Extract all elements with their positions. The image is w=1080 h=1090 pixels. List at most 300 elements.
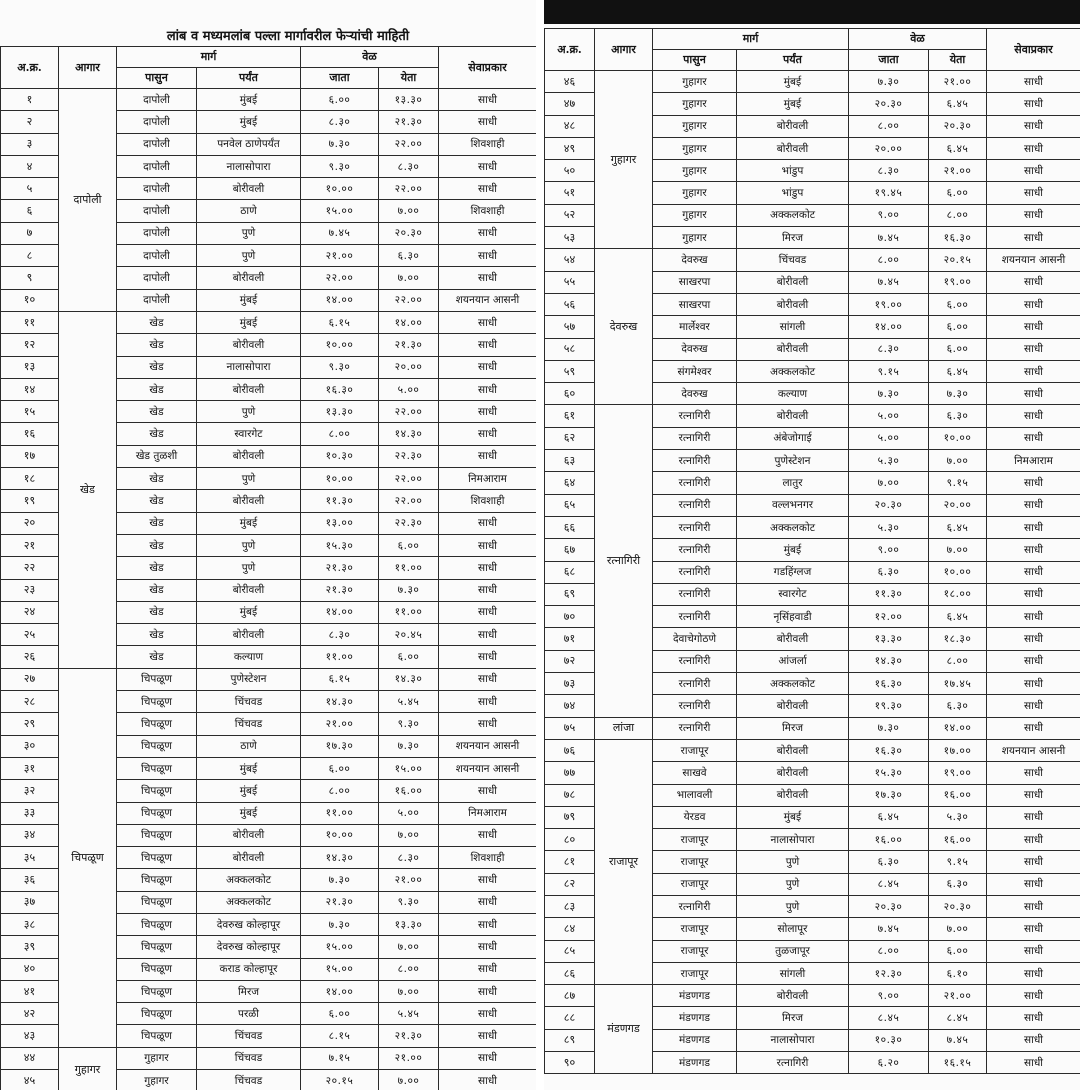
- departure-time-cell: ६.१५: [301, 311, 379, 333]
- from-cell: दापोली: [117, 178, 197, 200]
- departure-time-cell: २०.३०: [849, 895, 929, 917]
- return-time-cell: ७.३०: [929, 383, 987, 405]
- from-cell: रत्नागिरी: [653, 539, 737, 561]
- from-cell: रत्नागिरी: [653, 606, 737, 628]
- to-cell: बोरीवली: [737, 695, 849, 717]
- to-cell: अक्कलकोट: [197, 891, 301, 913]
- from-cell: दापोली: [117, 155, 197, 177]
- to-cell: सोलापूर: [737, 918, 849, 940]
- depot-cell: देवरुख: [595, 249, 653, 405]
- to-cell: मुंबई: [197, 802, 301, 824]
- departure-time-cell: १०.००: [301, 468, 379, 490]
- return-time-cell: ६.४५: [929, 137, 987, 159]
- return-time-cell: ६.००: [929, 293, 987, 315]
- from-cell: दापोली: [117, 267, 197, 289]
- return-time-cell: २२.००: [379, 401, 439, 423]
- to-cell: बोरीवली: [197, 847, 301, 869]
- service-type-cell: साधी: [439, 713, 536, 735]
- header-time: वेळ: [301, 47, 439, 68]
- from-cell: राजापूर: [653, 962, 737, 984]
- service-type-cell: शिवशाही: [439, 200, 536, 222]
- from-cell: रत्नागिरी: [653, 717, 737, 739]
- service-type-cell: साधी: [439, 178, 536, 200]
- from-cell: खेड: [117, 534, 197, 556]
- service-type-cell: साधी: [439, 824, 536, 846]
- to-cell: नालासोपारा: [737, 1029, 849, 1051]
- serial-number-cell: ७: [1, 222, 59, 244]
- departure-time-cell: १०.००: [301, 334, 379, 356]
- to-cell: पनवेल ठाणेपर्यंत: [197, 133, 301, 155]
- from-cell: राजापूर: [653, 829, 737, 851]
- serial-number-cell: १२: [1, 334, 59, 356]
- header-to: पर्यंत: [737, 50, 849, 71]
- from-cell: राजापूर: [653, 940, 737, 962]
- header-service: सेवाप्रकार: [439, 47, 536, 89]
- departure-time-cell: ८.४५: [849, 1007, 929, 1029]
- header-route: मार्ग: [653, 29, 849, 50]
- return-time-cell: २२.३०: [379, 445, 439, 467]
- return-time-cell: १८.००: [929, 583, 987, 605]
- serial-number-cell: ८७: [545, 985, 595, 1007]
- to-cell: बोरीवली: [197, 624, 301, 646]
- serial-number-cell: ६८: [545, 561, 595, 583]
- serial-number-cell: २२: [1, 557, 59, 579]
- service-type-cell: साधी: [987, 338, 1080, 360]
- service-type-cell: साधी: [987, 561, 1080, 583]
- table-row: [545, 71, 1080, 93]
- serial-number-cell: ८५: [545, 940, 595, 962]
- return-time-cell: १६.३०: [929, 227, 987, 249]
- service-type-cell: निमआराम: [439, 468, 536, 490]
- serial-number-cell: ५२: [545, 204, 595, 226]
- departure-time-cell: १६.००: [849, 829, 929, 851]
- return-time-cell: ६.००: [379, 646, 439, 668]
- from-cell: चिपळूण: [117, 1025, 197, 1047]
- to-cell: कल्याण: [737, 383, 849, 405]
- to-cell: बोरीवली: [197, 490, 301, 512]
- departure-time-cell: ५.३०: [849, 516, 929, 538]
- departure-time-cell: ९.१५: [849, 360, 929, 382]
- departure-time-cell: २०.३०: [849, 494, 929, 516]
- departure-time-cell: १३.००: [301, 512, 379, 534]
- to-cell: भांडुप: [737, 182, 849, 204]
- header-time: वेळ: [849, 29, 987, 50]
- service-type-cell: निमआराम: [439, 802, 536, 824]
- return-time-cell: ५.४५: [379, 1003, 439, 1025]
- serial-number-cell: ४३: [1, 1025, 59, 1047]
- from-cell: चिपळूण: [117, 980, 197, 1002]
- return-time-cell: ७.००: [379, 1070, 439, 1090]
- from-cell: संगमेश्वर: [653, 360, 737, 382]
- from-cell: खेड: [117, 311, 197, 333]
- return-time-cell: २२.००: [379, 468, 439, 490]
- to-cell: मुंबई: [197, 89, 301, 111]
- from-cell: मंडणगड: [653, 1007, 737, 1029]
- serial-number-cell: ७८: [545, 784, 595, 806]
- from-cell: खेड: [117, 557, 197, 579]
- service-type-cell: साधी: [439, 913, 536, 935]
- serial-number-cell: ४५: [1, 1070, 59, 1090]
- return-time-cell: १४.००: [929, 717, 987, 739]
- service-type-cell: साधी: [987, 160, 1080, 182]
- return-time-cell: ६.००: [929, 316, 987, 338]
- to-cell: कल्याण: [197, 646, 301, 668]
- service-type-cell: साधी: [987, 271, 1080, 293]
- serial-number-cell: ८३: [545, 895, 595, 917]
- service-type-cell: साधी: [987, 1052, 1080, 1074]
- service-type-cell: साधी: [439, 1047, 536, 1069]
- to-cell: अक्कलकोट: [197, 869, 301, 891]
- to-cell: बोरीवली: [737, 784, 849, 806]
- service-type-cell: साधी: [987, 427, 1080, 449]
- to-cell: अक्कलकोट: [737, 673, 849, 695]
- serial-number-cell: ३२: [1, 780, 59, 802]
- serial-number-cell: ३: [1, 133, 59, 155]
- departure-time-cell: ८.४५: [849, 873, 929, 895]
- serial-number-cell: २५: [1, 624, 59, 646]
- to-cell: स्वारगेट: [737, 583, 849, 605]
- service-type-cell: साधी: [987, 650, 1080, 672]
- from-cell: रत्नागिरी: [653, 695, 737, 717]
- from-cell: मंडणगड: [653, 1052, 737, 1074]
- departure-time-cell: १५.००: [301, 936, 379, 958]
- header-sr: अ.क्र.: [1, 47, 59, 89]
- header-from: पासुन: [653, 50, 737, 71]
- service-type-cell: साधी: [439, 111, 536, 133]
- service-type-cell: साधी: [987, 383, 1080, 405]
- return-time-cell: ६.४५: [929, 360, 987, 382]
- departure-time-cell: २०.००: [849, 137, 929, 159]
- departure-time-cell: ८.३०: [301, 111, 379, 133]
- from-cell: दापोली: [117, 200, 197, 222]
- serial-number-cell: २३: [1, 579, 59, 601]
- return-time-cell: ७.००: [379, 200, 439, 222]
- return-time-cell: १७.००: [929, 739, 987, 761]
- return-time-cell: २०.३०: [929, 895, 987, 917]
- serial-number-cell: ८६: [545, 962, 595, 984]
- to-cell: तुळजापूर: [737, 940, 849, 962]
- table-row: [545, 739, 1080, 761]
- table-row: [545, 405, 1080, 427]
- serial-number-cell: ४८: [545, 115, 595, 137]
- return-time-cell: ८.४५: [929, 1007, 987, 1029]
- to-cell: मुंबई: [737, 71, 849, 93]
- from-cell: चिपळूण: [117, 757, 197, 779]
- from-cell: गुहागर: [653, 115, 737, 137]
- to-cell: बोरीवली: [737, 115, 849, 137]
- from-cell: देवरुख: [653, 338, 737, 360]
- return-time-cell: १३.३०: [379, 89, 439, 111]
- table-row: [1, 1047, 537, 1069]
- service-type-cell: साधी: [439, 958, 536, 980]
- return-time-cell: ६.००: [929, 182, 987, 204]
- departure-time-cell: ७.१५: [301, 1047, 379, 1069]
- to-cell: पुणे: [197, 468, 301, 490]
- depot-cell: रत्नागिरी: [595, 405, 653, 717]
- service-type-cell: साधी: [987, 762, 1080, 784]
- depot-cell: दापोली: [59, 89, 117, 312]
- to-cell: पुणे: [737, 873, 849, 895]
- service-type-cell: साधी: [439, 245, 536, 267]
- return-time-cell: ९.१५: [929, 851, 987, 873]
- serial-number-cell: ११: [1, 311, 59, 333]
- service-type-cell: साधी: [987, 628, 1080, 650]
- serial-number-cell: ८१: [545, 851, 595, 873]
- to-cell: कराड कोल्हापूर: [197, 958, 301, 980]
- return-time-cell: ९.३०: [379, 713, 439, 735]
- serial-number-cell: ७४: [545, 695, 595, 717]
- departure-time-cell: १४.००: [301, 289, 379, 311]
- return-time-cell: ६.४५: [929, 93, 987, 115]
- departure-time-cell: ६.००: [301, 1003, 379, 1025]
- to-cell: मिरज: [737, 1007, 849, 1029]
- to-cell: नालासोपारा: [197, 356, 301, 378]
- to-cell: मुंबई: [197, 311, 301, 333]
- service-type-cell: साधी: [987, 227, 1080, 249]
- serial-number-cell: ३०: [1, 735, 59, 757]
- serial-number-cell: ६९: [545, 583, 595, 605]
- from-cell: चिपळूण: [117, 847, 197, 869]
- depot-cell: खेड: [59, 311, 117, 668]
- serial-number-cell: ६५: [545, 494, 595, 516]
- service-type-cell: साधी: [439, 267, 536, 289]
- return-time-cell: २०.४५: [379, 624, 439, 646]
- departure-time-cell: ७.३०: [849, 383, 929, 405]
- serial-number-cell: ५९: [545, 360, 595, 382]
- serial-number-cell: ६१: [545, 405, 595, 427]
- to-cell: पुणे: [737, 851, 849, 873]
- departure-time-cell: १४.३०: [849, 650, 929, 672]
- to-cell: बोरीवली: [197, 334, 301, 356]
- from-cell: साखरपा: [653, 271, 737, 293]
- to-cell: चिंचवड: [197, 1070, 301, 1090]
- departure-time-cell: ९.३०: [301, 155, 379, 177]
- from-cell: रत्नागिरी: [653, 650, 737, 672]
- service-type-cell: साधी: [987, 873, 1080, 895]
- return-time-cell: ११.००: [379, 601, 439, 623]
- service-type-cell: साधी: [439, 423, 536, 445]
- to-cell: देवरुख कोल्हापूर: [197, 936, 301, 958]
- serial-number-cell: ८: [1, 245, 59, 267]
- to-cell: पुणे: [197, 557, 301, 579]
- to-cell: चिंचवड: [197, 1047, 301, 1069]
- service-type-cell: साधी: [987, 204, 1080, 226]
- service-type-cell: शयनयान आसनी: [987, 249, 1080, 271]
- departure-time-cell: १४.००: [301, 980, 379, 1002]
- departure-time-cell: २१.००: [301, 245, 379, 267]
- service-type-cell: साधी: [439, 512, 536, 534]
- serial-number-cell: ३६: [1, 869, 59, 891]
- from-cell: साखवे: [653, 762, 737, 784]
- from-cell: गुहागर: [653, 204, 737, 226]
- service-type-cell: साधी: [439, 356, 536, 378]
- header-service: सेवाप्रकार: [987, 29, 1080, 71]
- departure-time-cell: १९.००: [849, 293, 929, 315]
- table-row: [1, 311, 537, 333]
- to-cell: सांगली: [737, 316, 849, 338]
- service-type-cell: शिवशाही: [439, 490, 536, 512]
- departure-time-cell: ११.३०: [849, 583, 929, 605]
- serial-number-cell: १७: [1, 445, 59, 467]
- service-type-cell: साधी: [439, 780, 536, 802]
- return-time-cell: २१.००: [379, 1047, 439, 1069]
- table-header: [545, 29, 1080, 71]
- serial-number-cell: ४४: [1, 1047, 59, 1069]
- to-cell: बोरीवली: [737, 137, 849, 159]
- to-cell: आंजर्ला: [737, 650, 849, 672]
- departure-time-cell: ६.००: [301, 757, 379, 779]
- schedule-table-left: [0, 46, 536, 1090]
- from-cell: रत्नागिरी: [653, 450, 737, 472]
- departure-time-cell: ७.४५: [301, 222, 379, 244]
- departure-time-cell: ७.३०: [301, 869, 379, 891]
- serial-number-cell: ७०: [545, 606, 595, 628]
- service-type-cell: शयनयान आसनी: [439, 735, 536, 757]
- service-type-cell: साधी: [987, 182, 1080, 204]
- departure-time-cell: ८.००: [301, 423, 379, 445]
- return-time-cell: १५.००: [379, 757, 439, 779]
- serial-number-cell: ९०: [545, 1052, 595, 1074]
- serial-number-cell: ४६: [545, 71, 595, 93]
- serial-number-cell: १०: [1, 289, 59, 311]
- serial-number-cell: ९: [1, 267, 59, 289]
- return-time-cell: २०.००: [929, 494, 987, 516]
- from-cell: खेड: [117, 490, 197, 512]
- header-sr: अ.क्र.: [545, 29, 595, 71]
- to-cell: मुंबई: [197, 289, 301, 311]
- to-cell: बोरीवली: [197, 378, 301, 400]
- service-type-cell: साधी: [439, 155, 536, 177]
- return-time-cell: ५.००: [379, 802, 439, 824]
- to-cell: नालासोपारा: [737, 829, 849, 851]
- service-type-cell: साधी: [439, 557, 536, 579]
- to-cell: बोरीवली: [197, 267, 301, 289]
- service-type-cell: साधी: [439, 222, 536, 244]
- from-cell: चिपळूण: [117, 824, 197, 846]
- header-return: येता: [379, 68, 439, 89]
- table-body: [545, 71, 1080, 1074]
- return-time-cell: ७.००: [929, 539, 987, 561]
- from-cell: दापोली: [117, 245, 197, 267]
- to-cell: मुंबई: [197, 512, 301, 534]
- serial-number-cell: ३८: [1, 913, 59, 935]
- from-cell: चिपळूण: [117, 735, 197, 757]
- serial-number-cell: १: [1, 89, 59, 111]
- table-row: [545, 249, 1080, 271]
- return-time-cell: ६.३०: [929, 695, 987, 717]
- to-cell: मुंबई: [737, 93, 849, 115]
- from-cell: राजापूर: [653, 739, 737, 761]
- to-cell: मुंबई: [737, 806, 849, 828]
- from-cell: खेड: [117, 512, 197, 534]
- return-time-cell: ८.३०: [379, 847, 439, 869]
- from-cell: साखरपा: [653, 293, 737, 315]
- service-type-cell: साधी: [987, 516, 1080, 538]
- departure-time-cell: १६.३०: [301, 378, 379, 400]
- serial-number-cell: ७१: [545, 628, 595, 650]
- to-cell: बोरीवली: [737, 271, 849, 293]
- depot-cell: मंडणगड: [595, 985, 653, 1074]
- to-cell: लातुर: [737, 472, 849, 494]
- departure-time-cell: ५.३०: [849, 450, 929, 472]
- to-cell: मुंबई: [197, 757, 301, 779]
- serial-number-cell: ७३: [545, 673, 595, 695]
- departure-time-cell: १४.००: [301, 601, 379, 623]
- from-cell: चिपळूण: [117, 668, 197, 690]
- departure-time-cell: १०.३०: [301, 445, 379, 467]
- return-time-cell: ७.३०: [379, 579, 439, 601]
- serial-number-cell: १६: [1, 423, 59, 445]
- serial-number-cell: ८२: [545, 873, 595, 895]
- to-cell: अक्कलकोट: [737, 360, 849, 382]
- to-cell: पुणे: [197, 245, 301, 267]
- return-time-cell: २१.००: [929, 160, 987, 182]
- from-cell: रत्नागिरी: [653, 405, 737, 427]
- depot-cell: गुहागर: [59, 1047, 117, 1090]
- from-cell: रत्नागिरी: [653, 472, 737, 494]
- departure-time-cell: १५.३०: [301, 534, 379, 556]
- serial-number-cell: २१: [1, 534, 59, 556]
- service-type-cell: साधी: [439, 980, 536, 1002]
- departure-time-cell: ५.००: [849, 427, 929, 449]
- service-type-cell: साधी: [439, 936, 536, 958]
- serial-number-cell: ५७: [545, 316, 595, 338]
- from-cell: मंडणगड: [653, 1029, 737, 1051]
- service-type-cell: साधी: [987, 539, 1080, 561]
- service-type-cell: साधी: [439, 646, 536, 668]
- return-time-cell: १६.००: [379, 780, 439, 802]
- header-depot: आगार: [59, 47, 117, 89]
- return-time-cell: २१.००: [379, 869, 439, 891]
- table-body: [1, 89, 537, 1090]
- departure-time-cell: ९.००: [849, 985, 929, 1007]
- to-cell: नृसिंहवाडी: [737, 606, 849, 628]
- from-cell: चिपळूण: [117, 958, 197, 980]
- to-cell: पुणे: [197, 401, 301, 423]
- departure-time-cell: १७.३०: [849, 784, 929, 806]
- serial-number-cell: ८०: [545, 829, 595, 851]
- from-cell: दापोली: [117, 89, 197, 111]
- service-type-cell: साधी: [987, 1007, 1080, 1029]
- table-row: [1, 668, 537, 690]
- from-cell: चिपळूण: [117, 869, 197, 891]
- to-cell: ठाणे: [197, 735, 301, 757]
- from-cell: दापोली: [117, 289, 197, 311]
- schedule-table-right: [544, 28, 1080, 1074]
- serial-number-cell: ७६: [545, 739, 595, 761]
- return-time-cell: २२.००: [379, 178, 439, 200]
- departure-time-cell: २०.१५: [301, 1070, 379, 1090]
- departure-time-cell: १५.००: [301, 958, 379, 980]
- departure-time-cell: २१.३०: [301, 557, 379, 579]
- from-cell: चिपळूण: [117, 891, 197, 913]
- return-time-cell: १८.३०: [929, 628, 987, 650]
- serial-number-cell: ५०: [545, 160, 595, 182]
- serial-number-cell: ३४: [1, 824, 59, 846]
- serial-number-cell: ६७: [545, 539, 595, 561]
- header-departure: जाता: [849, 50, 929, 71]
- service-type-cell: साधी: [439, 691, 536, 713]
- serial-number-cell: १३: [1, 356, 59, 378]
- serial-number-cell: ४१: [1, 980, 59, 1002]
- from-cell: गुहागर: [117, 1047, 197, 1069]
- from-cell: राजापूर: [653, 873, 737, 895]
- service-type-cell: साधी: [987, 71, 1080, 93]
- departure-time-cell: १९.३०: [849, 695, 929, 717]
- from-cell: गुहागर: [653, 160, 737, 182]
- to-cell: ठाणे: [197, 200, 301, 222]
- return-time-cell: ६.४५: [929, 516, 987, 538]
